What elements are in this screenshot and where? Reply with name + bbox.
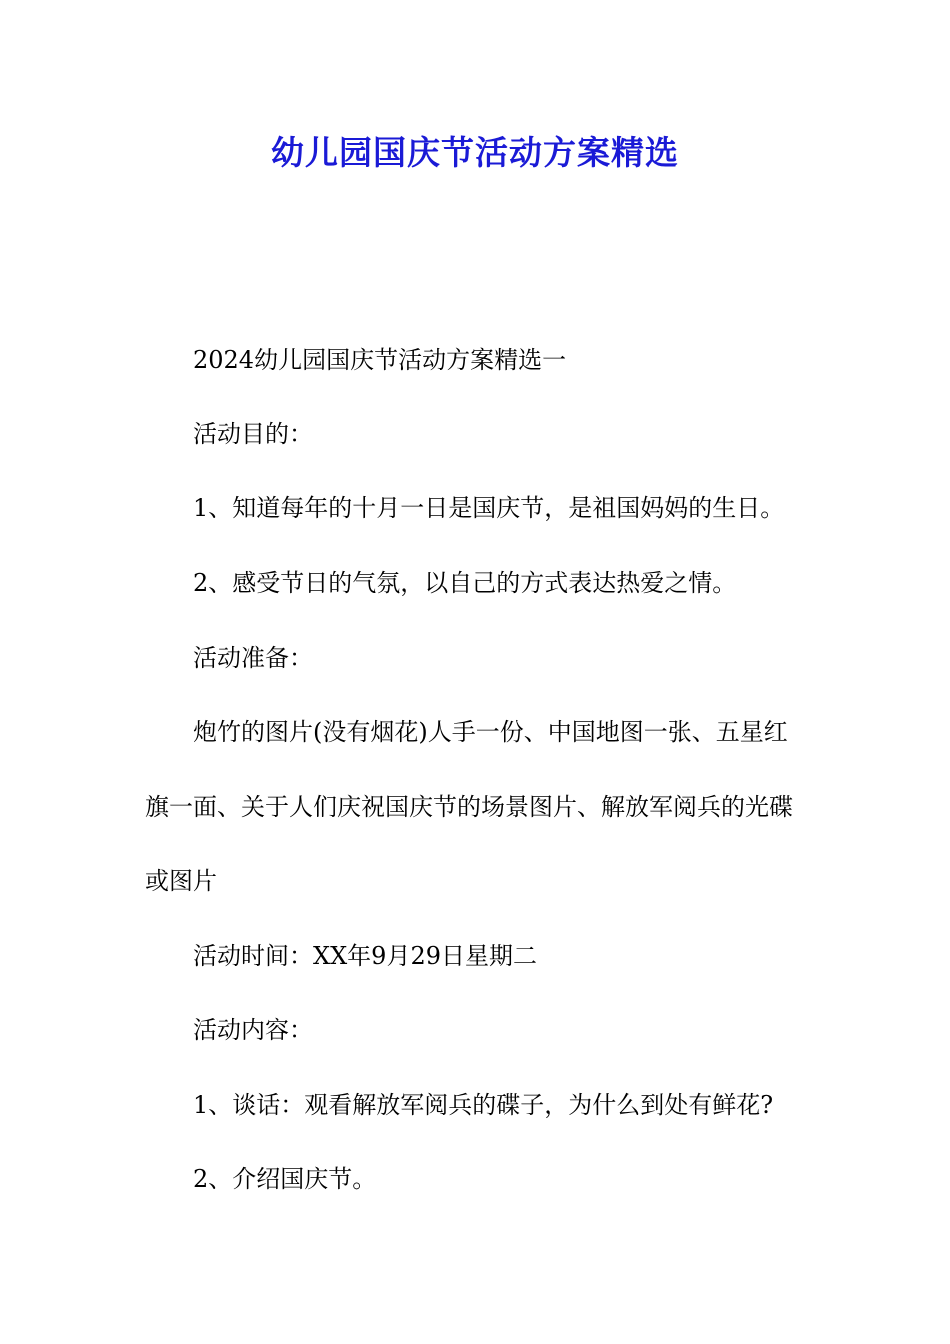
paragraph: 活动时间：XX年9月29日星期二: [193, 942, 537, 970]
paragraph: 1、谈话：观看解放军阅兵的碟子，为什么到处有鲜花?: [193, 1091, 774, 1119]
paragraph-label: 活动目的：: [193, 420, 313, 448]
paragraph-continuation: 旗一面、关于人们庆祝国庆节的场景图片、解放军阅兵的光碟: [145, 793, 793, 821]
paragraph-label: 活动内容：: [193, 1016, 313, 1044]
section-heading: 2024幼儿园国庆节活动方案精选一: [193, 346, 567, 374]
paragraph: 1、知道每年的十月一日是国庆节，是祖国妈妈的生日。: [193, 494, 785, 522]
paragraph: 2、介绍国庆节。: [193, 1165, 377, 1193]
paragraph: 炮竹的图片(没有烟花)人手一份、中国地图一张、五星红: [193, 718, 788, 746]
paragraph-label: 活动准备：: [193, 644, 313, 672]
paragraph: 2、感受节日的气氛，以自己的方式表达热爱之情。: [193, 569, 737, 597]
paragraph-continuation: 或图片: [145, 867, 217, 895]
document-title: 幼儿园国庆节活动方案精选: [271, 133, 679, 172]
